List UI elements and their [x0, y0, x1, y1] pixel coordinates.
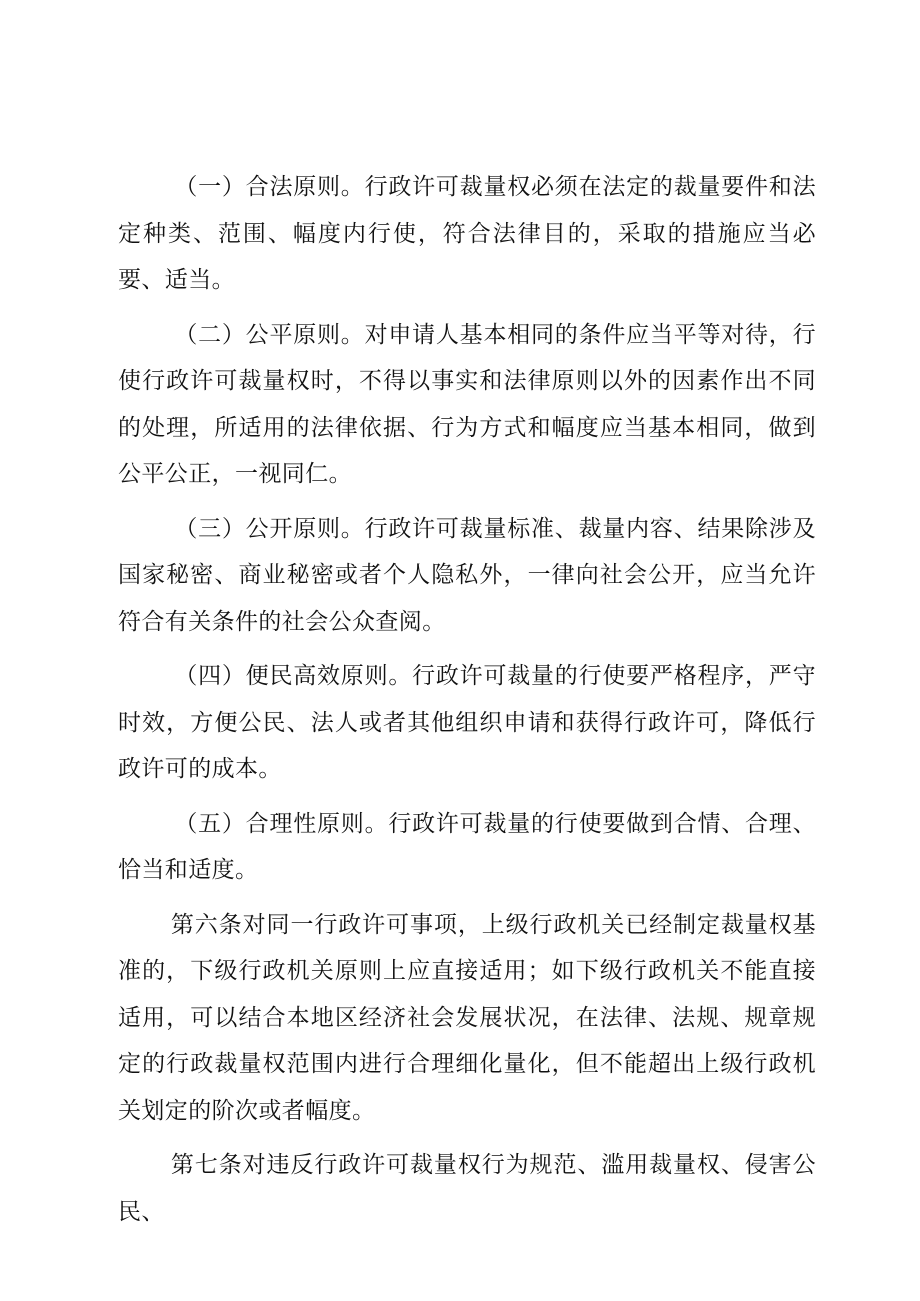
paragraph-article-7: 第七条对违反行政许可裁量权行为规范、滥用裁量权、侵害公民、	[118, 1152, 816, 1225]
paragraph-principle-reasonableness: （五）合理性原则。行政许可裁量的行使要做到合情、合理、恰当和适度。	[118, 810, 816, 883]
document-body	[118, 164, 816, 1235]
paragraph-principle-fairness: （二）公平原则。对申请人基本相同的条件应当平等对待，行使行政许可裁量权时，不得以事实和法律原则以外的因素作出不同的处理，所适用的法律依据、行为方式和幅度应当基本相同，做到公平公正，一视同仁。	[118, 321, 816, 487]
paragraph-principle-convenience: （四）便民高效原则。行政许可裁量的行使要严格程序，严守时效，方便公民、法人或者其他组织申请和获得行政许可，降低行政许可的成本。	[118, 663, 816, 782]
paragraph-principle-legality: （一）合法原则。行政许可裁量权必须在法定的裁量要件和法定种类、范围、幅度内行使，符合法律目的，采取的措施应当必要、适当。	[118, 174, 816, 293]
paragraph-article-6: 第六条对同一行政许可事项，上级行政机关已经制定裁量权基准的，下级行政机关原则上应直接适用；如下级行政机关不能直接适用，可以结合本地区经济社会发展状况，在法律、法规、规章规定的行政裁量权范围内进行合理细化量化，但不能超出上级行政机关划定的阶次或者幅度。	[118, 911, 816, 1124]
paragraph-principle-openness: （三）公开原则。行政许可裁量标准、裁量内容、结果除涉及国家秘密、商业秘密或者个人隐私外，一律向社会公开，应当允许符合有关条件的社会公众查阅。	[118, 515, 816, 635]
